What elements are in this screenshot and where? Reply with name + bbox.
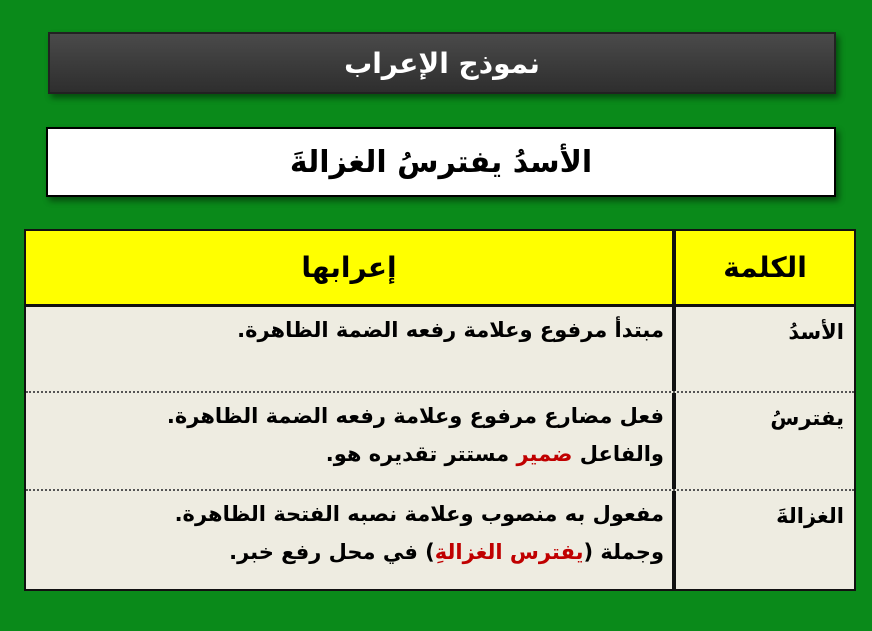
parse-text: ) في محل رفع خبر. <box>229 540 435 564</box>
parse-line-2 <box>26 435 664 473</box>
word-cell: الغزالةَ <box>672 491 854 589</box>
parse-text: والفاعل <box>572 442 664 466</box>
parse-line: فعل مضارع مرفوع وعلامة رفعه الضمة الظاهرة. <box>166 404 664 428</box>
header-parse: إعرابها <box>301 251 397 284</box>
parse-text: وجملة ( <box>583 540 664 564</box>
parse-line-2 <box>26 533 664 571</box>
parse-cell <box>26 491 672 589</box>
table-header-row <box>26 231 854 307</box>
word-cell: يفترسُ <box>672 393 854 489</box>
parse-text: مستتر تقديره هو. <box>325 442 517 466</box>
parse-cell <box>26 393 672 489</box>
word-cell: الأسدُ <box>672 307 854 391</box>
table-row <box>26 307 854 393</box>
highlight-text: ضمير <box>516 442 573 466</box>
highlight-text: يفترس الغزالةِ <box>434 540 584 564</box>
page-title <box>48 32 836 94</box>
example-sentence <box>46 127 836 197</box>
parse-line: مبتدأ مرفوع وعلامة رفعه الضمة الظاهرة. <box>237 318 664 342</box>
table-row <box>26 393 854 491</box>
page-title-text: نموذج الإعراب <box>344 46 540 80</box>
example-sentence-text: الأسدُ يفترسُ الغزالةَ <box>289 144 593 180</box>
header-word: الكلمة <box>672 231 854 304</box>
parsing-table <box>24 229 856 591</box>
parse-line: مفعول به منصوب وعلامة نصبه الفتحة الظاهرة. <box>174 502 664 526</box>
table-row <box>26 491 854 589</box>
parse-cell <box>26 307 672 391</box>
